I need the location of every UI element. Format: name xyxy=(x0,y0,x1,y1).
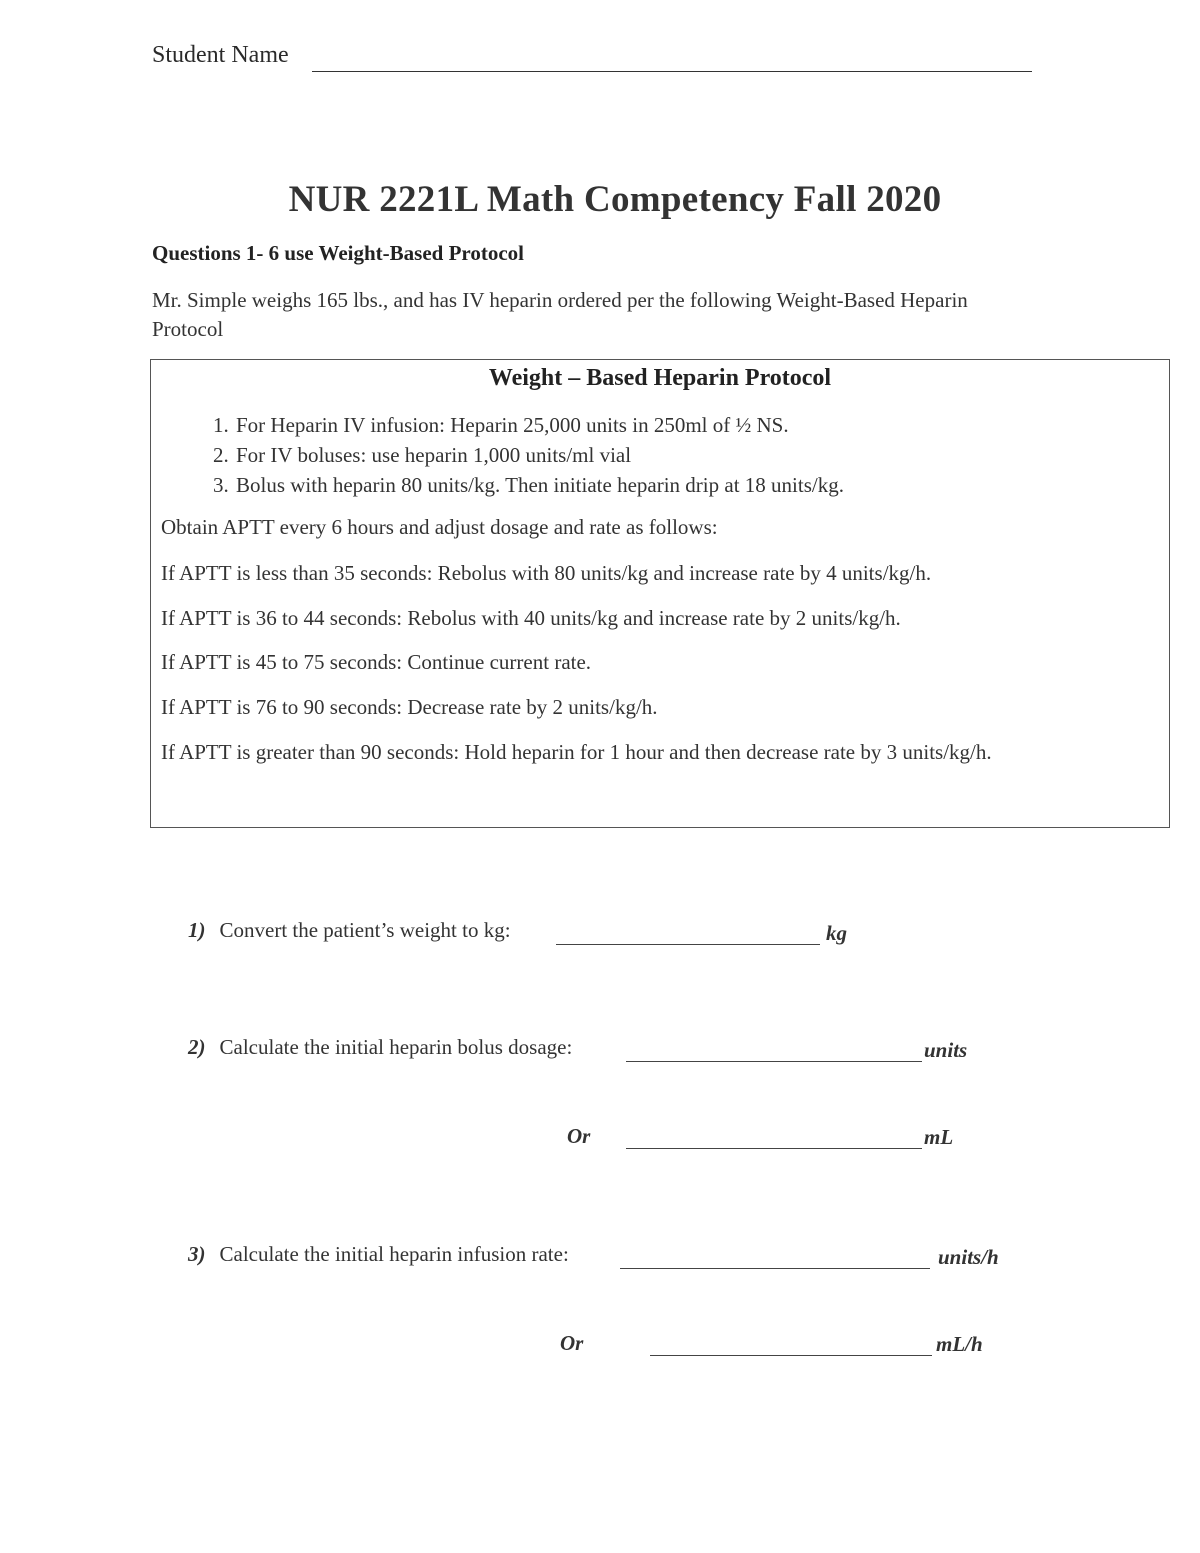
aptt-rule: If APTT is 36 to 44 seconds: Rebolus with 40 units/kg and increase rate by 2 units/kg/h. xyxy=(161,606,901,630)
section-subtitle: Questions 1- 6 use Weight-Based Protocol xyxy=(152,241,524,265)
answer-blank-bolus-units[interactable] xyxy=(626,1061,922,1062)
question-number: 2) xyxy=(188,1035,206,1059)
protocol-list xyxy=(198,410,844,500)
answer-blank-bolus-ml[interactable] xyxy=(626,1148,922,1149)
protocol-item: 1. For Heparin IV infusion: Heparin 25,000 units in 250ml of ½ NS. xyxy=(234,410,844,440)
aptt-rule: If APTT is less than 35 seconds: Rebolus with 80 units/kg and increase rate by 4 units/kg/h. xyxy=(161,561,932,585)
aptt-rule: If APTT is greater than 90 seconds: Hold heparin for 1 hour and then decrease rate by 3 units/kg/h. xyxy=(161,740,992,764)
intro-paragraph: Mr. Simple weighs 165 lbs., and has IV heparin ordered per the following Weight-Based Heparin Protocol xyxy=(152,288,968,341)
question-text: Calculate the initial heparin infusion rate: xyxy=(219,1242,569,1266)
question-text: Convert the patient’s weight to kg: xyxy=(219,918,511,942)
or-label: Or xyxy=(560,1331,584,1355)
protocol-box xyxy=(150,359,1170,828)
protocol-instruction: Obtain APTT every 6 hours and adjust dosage and rate as follows: xyxy=(161,515,718,539)
aptt-rule: If APTT is 45 to 75 seconds: Continue current rate. xyxy=(161,650,592,674)
unit-label: mL/h xyxy=(936,1332,983,1356)
question-text: Calculate the initial heparin bolus dosage: xyxy=(219,1035,573,1059)
or-label: Or xyxy=(567,1124,591,1148)
question-number: 1) xyxy=(188,918,206,942)
student-name-label: Student Name xyxy=(152,42,289,68)
answer-blank-infusion-units[interactable] xyxy=(620,1268,930,1269)
question-3 xyxy=(188,1242,569,1267)
unit-label: mL xyxy=(924,1125,954,1149)
protocol-item: 3. Bolus with heparin 80 units/kg. Then initiate heparin drip at 18 units/kg. xyxy=(234,470,844,500)
aptt-rule: If APTT is 76 to 90 seconds: Decrease rate by 2 units/kg/h. xyxy=(161,695,658,719)
answer-blank-weight-kg[interactable] xyxy=(556,944,820,945)
answer-blank-infusion-mlh[interactable] xyxy=(650,1355,932,1356)
page-title: NUR 2221L Math Competency Fall 2020 xyxy=(288,179,942,220)
unit-label: units/h xyxy=(938,1245,999,1269)
protocol-item: 2. For IV boluses: use heparin 1,000 units/ml vial xyxy=(234,440,844,470)
question-number: 3) xyxy=(188,1242,206,1266)
unit-label: units xyxy=(924,1038,968,1062)
student-name-field[interactable] xyxy=(312,71,1032,72)
question-2 xyxy=(188,1035,572,1060)
question-1 xyxy=(188,918,511,943)
unit-label: kg xyxy=(826,921,847,945)
protocol-title: Weight – Based Heparin Protocol xyxy=(488,365,832,391)
